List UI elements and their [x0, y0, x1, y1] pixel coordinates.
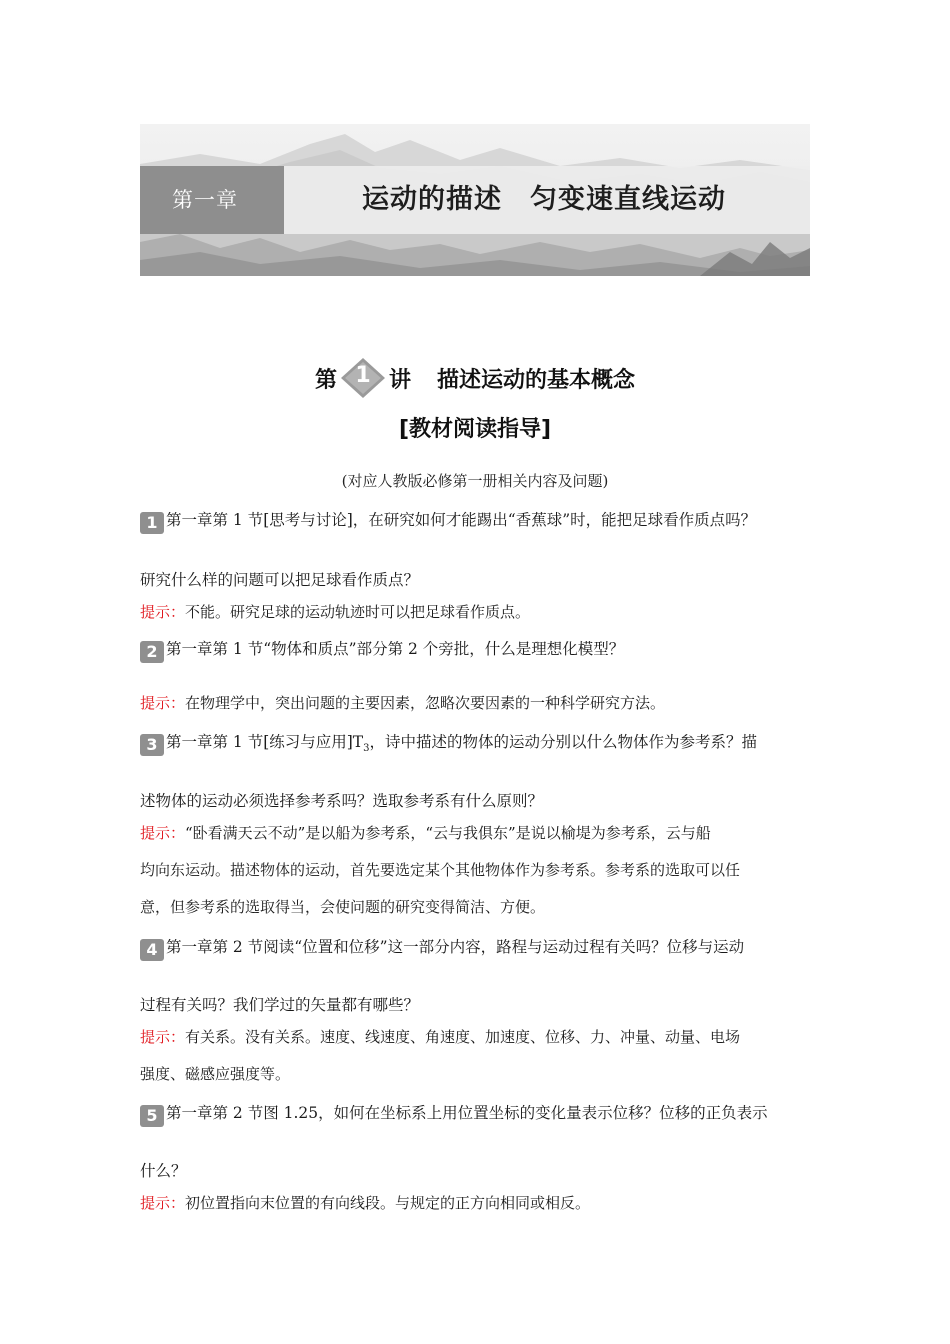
question-3: [140, 730, 820, 756]
question-number-badge: 5: [140, 1105, 164, 1127]
hint-label: 提示：: [140, 694, 186, 712]
chapter-label: 第一章: [140, 166, 284, 234]
hint-label: 提示：: [140, 824, 186, 842]
hint-text: 初位置指向末位置的有向线段。与规定的正方向相同或相反。: [185, 1194, 591, 1212]
hint-text: “卧看满天云不动”是以船为参考系，“云与我俱东”是说以榆堤为参考系，云与船: [185, 824, 711, 842]
hint-label: 提示：: [140, 1194, 186, 1212]
lecture-prefix: 第: [314, 367, 337, 393]
question-4: [140, 935, 820, 961]
lecture-number: 1: [355, 363, 371, 388]
hint-3-line-3: 意，但参考系的选取得当，会使问题的研究变得简洁、方便。: [140, 898, 546, 916]
question-number-badge: 1: [140, 512, 164, 534]
question-2: [140, 637, 820, 663]
section-subheading: (对应人教版必修第一册相关内容及问题): [341, 472, 609, 490]
question-5: [140, 1101, 820, 1127]
lecture-suffix: 讲: [388, 367, 411, 393]
question-text: 第一章第 2 节图 1.25，如何在坐标系上用位置坐标的变化量表示位移？位移的正负表示: [166, 1104, 768, 1122]
lecture-title: [0, 356, 950, 400]
chapter-title: 运动的描述 匀变速直线运动: [362, 184, 726, 215]
question-5-continued: 什么？: [140, 1162, 187, 1180]
question-text: 第一章第 2 节阅读“位置和位移”这一部分内容，路程与运动过程有关吗？位移与运动: [166, 938, 745, 956]
chapter-banner: [140, 124, 810, 276]
hint-text: 有关系。没有关系。速度、线速度、角速度、加速度、位移、力、冲量、动量、电场: [185, 1028, 741, 1046]
hint-2: [140, 692, 820, 713]
question-text: 第一章第 1 节[思考与讨论]，在研究如何才能踢出“香蕉球”时，能把足球看作质点吗？: [166, 511, 757, 529]
question-number-badge: 2: [140, 641, 164, 663]
hint-4: [140, 1026, 820, 1047]
question-number-badge: 3: [140, 734, 164, 756]
hint-4-line-2: 强度、磁感应强度等。: [140, 1065, 291, 1083]
hint-label: 提示：: [140, 1028, 186, 1046]
question-text-part: ，诗中描述的物体的运动分别以什么物体作为参考系？描: [369, 733, 758, 751]
question-3-continued: 述物体的运动必须选择参考系吗？选取参考系有什么原则？: [140, 792, 544, 810]
question-1: [140, 508, 820, 534]
hint-label: 提示：: [140, 603, 186, 621]
lecture-number-badge: [339, 356, 387, 400]
question-1-continued: 研究什么样的问题可以把足球看作质点？: [140, 571, 420, 589]
hint-1: [140, 601, 820, 622]
question-text: 第一章第 1 节“物体和质点”部分第 2 个旁批，什么是理想化模型？: [166, 640, 625, 658]
hint-text: 在物理学中，突出问题的主要因素，忽略次要因素的一种科学研究方法。: [185, 694, 666, 712]
lecture-name: 描述运动的基本概念: [437, 367, 636, 393]
hint-text: 不能。研究足球的运动轨迹时可以把足球看作质点。: [185, 603, 531, 621]
hint-5: [140, 1192, 820, 1213]
question-number-badge: 4: [140, 939, 164, 961]
hint-3-line-2: 均向东运动。描述物体的运动，首先要选定某个其他物体作为参考系。参考系的选取可以任: [140, 861, 741, 879]
question-4-continued: 过程有关吗？我们学过的矢量都有哪些？: [140, 996, 420, 1014]
question-subscript: 3: [363, 743, 370, 755]
hint-3: [140, 822, 820, 843]
section-heading: [教材阅读指导]: [398, 417, 552, 442]
question-text-part: 第一章第 1 节[练习与应用]T: [166, 733, 364, 751]
